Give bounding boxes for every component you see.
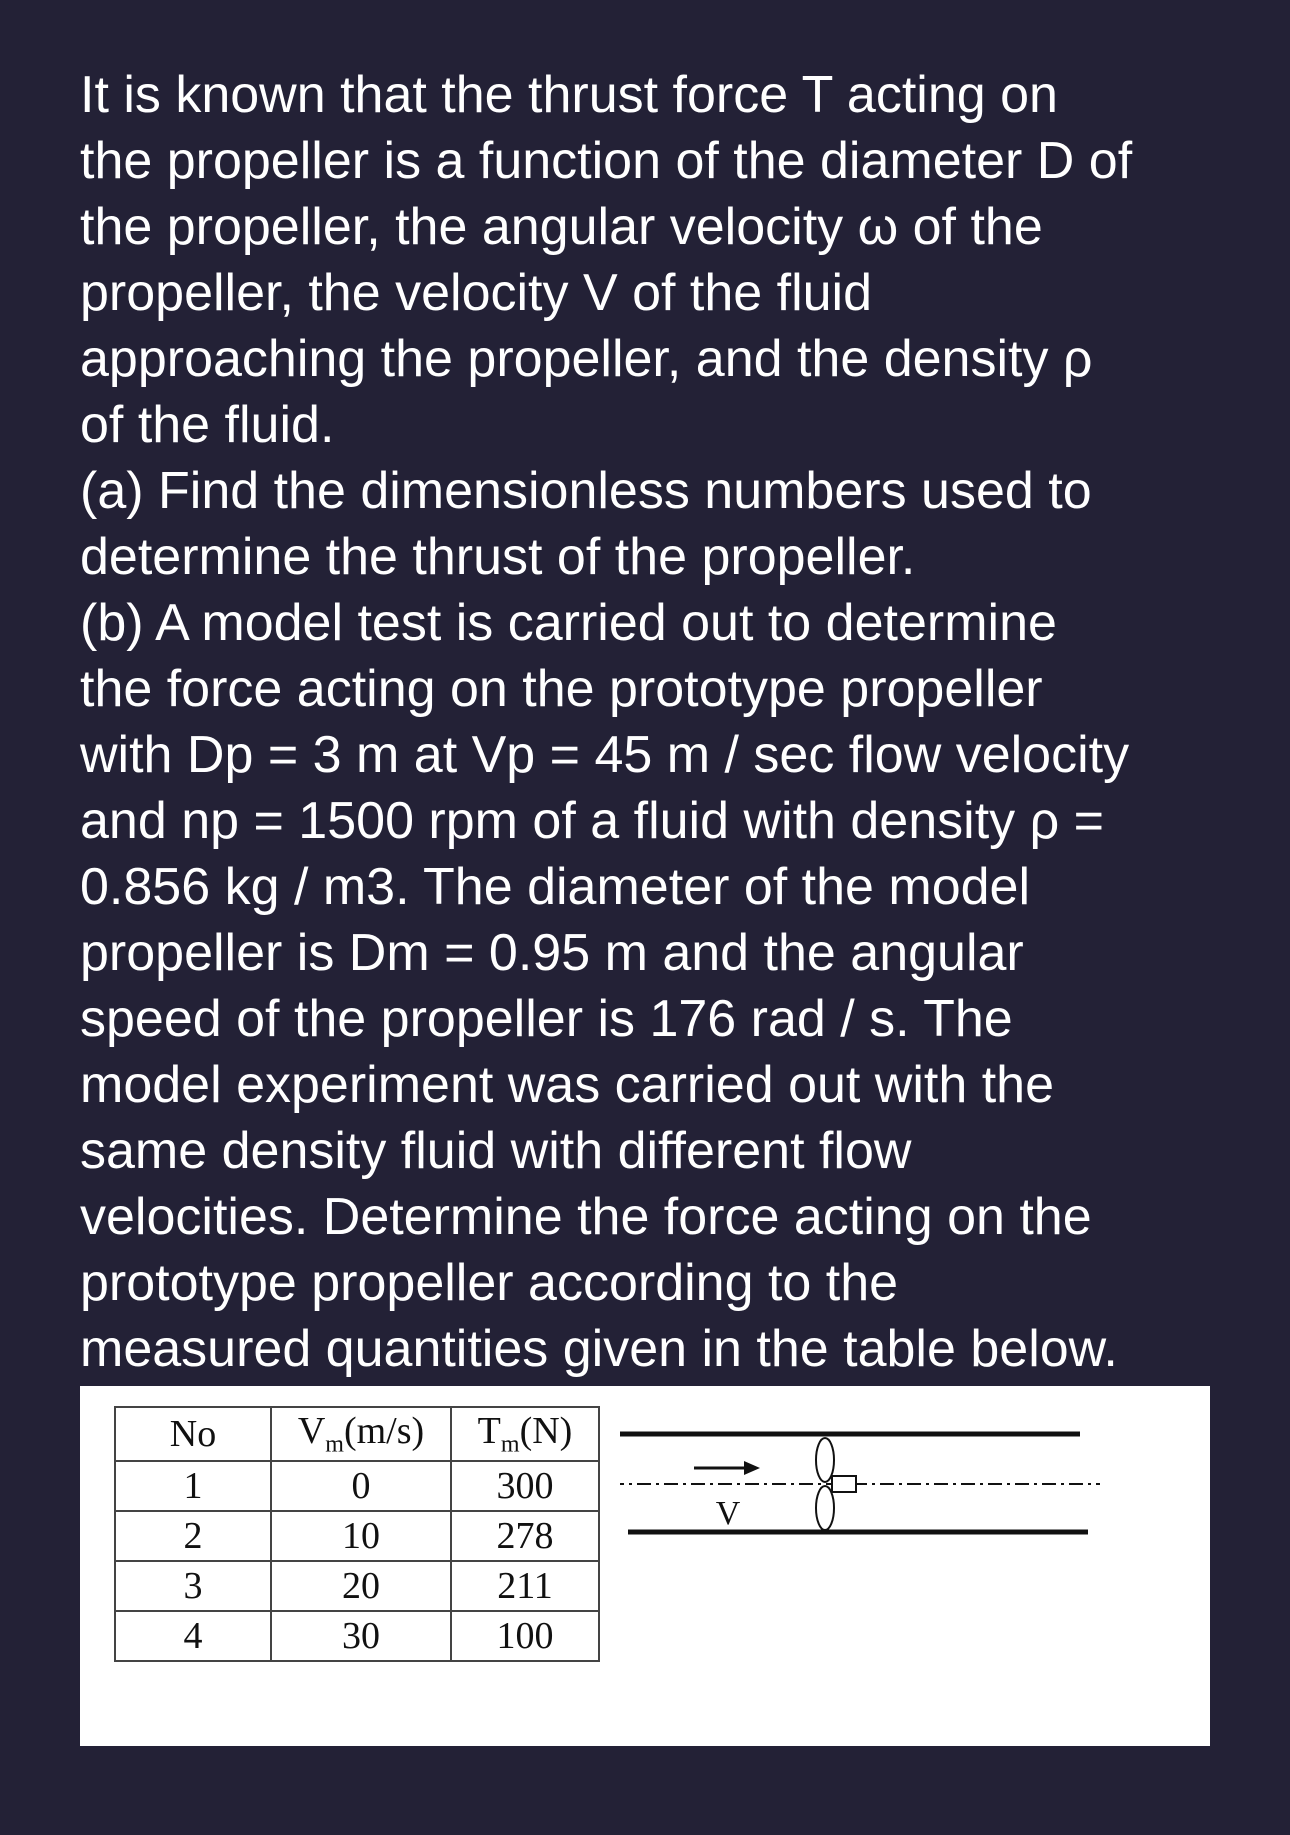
table-row <box>115 1611 599 1661</box>
table-row <box>115 1561 599 1611</box>
problem-line: approaching the propeller, and the density ρ <box>80 330 1093 388</box>
header-velocity-subscript: m <box>325 1431 344 1458</box>
part-b-line: propeller is Dm = 0.95 m and the angular <box>80 924 1024 982</box>
header-velocity <box>271 1407 451 1461</box>
part-b-line: measured quantities given in the table below. <box>80 1320 1118 1378</box>
header-velocity-unit: (m/s) <box>343 1410 425 1453</box>
cell-velocity: 0 <box>271 1461 451 1511</box>
header-thrust-unit: (N) <box>519 1410 573 1453</box>
header-thrust-symbol: T <box>477 1410 501 1453</box>
velocity-label: V <box>715 1495 741 1532</box>
cell-thrust: 100 <box>451 1611 599 1661</box>
part-b-line: velocities. Determine the force acting on the <box>80 1188 1092 1246</box>
measurement-table <box>114 1406 600 1662</box>
cell-no: 2 <box>115 1511 271 1561</box>
part-b-line: prototype propeller according to the <box>80 1254 899 1312</box>
cell-velocity: 10 <box>271 1511 451 1561</box>
header-velocity-symbol: V <box>297 1410 326 1453</box>
figure-panel <box>80 1386 1210 1746</box>
part-b-line: with Dp = 3 m at Vp = 45 m / sec flow velocity <box>80 726 1130 784</box>
propeller-diagram <box>620 1426 1140 1606</box>
problem-line: the propeller is a function of the diameter D of <box>80 132 1133 190</box>
problem-statement <box>80 62 1220 1382</box>
cell-velocity: 20 <box>271 1561 451 1611</box>
part-b-line: and np = 1500 rpm of a fluid with density ρ = <box>80 792 1104 850</box>
cell-thrust: 278 <box>451 1511 599 1561</box>
part-b-line: same density fluid with different flow <box>80 1122 912 1180</box>
problem-line: It is known that the thrust force T acting on <box>80 66 1058 124</box>
header-thrust <box>451 1407 599 1461</box>
cell-no: 1 <box>115 1461 271 1511</box>
cell-thrust: 211 <box>451 1561 599 1611</box>
part-b-line: model experiment was carried out with the <box>80 1056 1055 1114</box>
cell-no: 3 <box>115 1561 271 1611</box>
table-header-row <box>115 1407 599 1461</box>
cell-no: 4 <box>115 1611 271 1661</box>
problem-line: the propeller, the angular velocity ω of the <box>80 198 1043 256</box>
part-b-line: speed of the propeller is 176 rad / s. The <box>80 990 1013 1048</box>
header-no: No <box>115 1407 271 1461</box>
arrow-head <box>744 1461 760 1475</box>
propeller-hub <box>832 1476 856 1492</box>
table-row <box>115 1461 599 1511</box>
part-b-line: 0.856 kg / m3. The diameter of the model <box>80 858 1031 916</box>
part-a-line: (a) Find the dimensionless numbers used to <box>80 462 1092 520</box>
part-b-line: the force acting on the prototype propeller <box>80 660 1043 718</box>
flow-arrow <box>694 1461 760 1475</box>
cell-velocity: 30 <box>271 1611 451 1661</box>
part-b-line: (b) A model test is carried out to determine <box>80 594 1057 652</box>
propeller-icon <box>816 1438 856 1530</box>
table-row <box>115 1511 599 1561</box>
header-thrust-subscript: m <box>500 1431 520 1458</box>
cell-thrust: 300 <box>451 1461 599 1511</box>
part-a-line: determine the thrust of the propeller. <box>80 528 916 586</box>
problem-line: propeller, the velocity V of the fluid <box>80 264 873 322</box>
problem-line: of the fluid. <box>80 396 335 454</box>
